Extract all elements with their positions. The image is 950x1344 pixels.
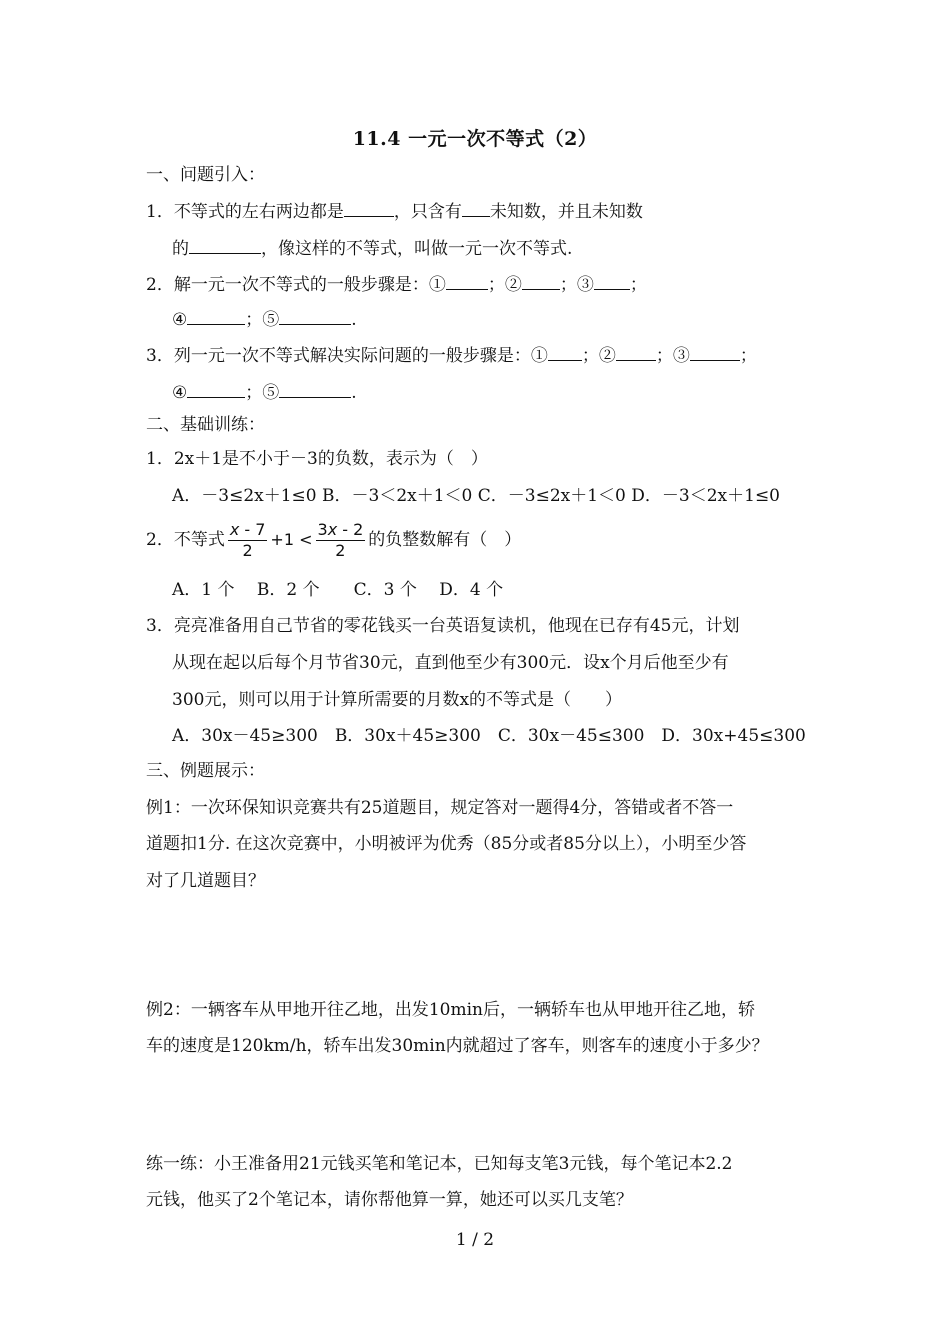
question-2-1-options: A．－3≤2x＋1≤0 B．－3＜2x＋1＜0 C．－3≤2x＋1＜0 D．－3＜2x＋1≤0 xyxy=(172,486,780,506)
question-2-3-line-1 xyxy=(146,614,739,638)
section-heading-3: 三、例题展示： xyxy=(146,761,265,781)
step-marker: ④ xyxy=(172,310,188,330)
answer-blank[interactable] xyxy=(344,198,394,217)
step-marker: ； xyxy=(629,275,647,295)
numerator-text: - 2 xyxy=(337,520,364,539)
step-marker: ；② xyxy=(487,275,522,295)
question-2-2-options: A．1 个 B．2 个 C．3 个 D．4 个 xyxy=(172,580,504,600)
question-1-1-line-2 xyxy=(172,235,572,261)
example-1-line-2: 道题扣1分. 在这次竞赛中，小明被评为优秀（85分或者85分以上），小明至少答 xyxy=(146,834,747,854)
step-marker: ；③ xyxy=(559,275,594,295)
answer-blank[interactable] xyxy=(446,271,488,290)
question-text: 不等式的左右两边都是 xyxy=(173,202,344,222)
question-1-3-line-2 xyxy=(172,379,357,405)
example-1-line-1: 例1：一次环保知识竞赛共有25道题目，规定答对一题得4分，答错或者不答一 xyxy=(146,798,734,818)
question-2-3-line-2: 从现在起以后每个月节省30元，直到他至少有300元．设x个月后他至少有 xyxy=(172,653,729,673)
question-1-1-line-1 xyxy=(146,198,643,224)
answer-blank[interactable] xyxy=(548,342,582,361)
question-text: 2x＋1是不小于－3的负数，表示为（ ） xyxy=(173,449,488,469)
answer-blank[interactable] xyxy=(522,271,560,290)
step-marker: . xyxy=(351,383,357,403)
example-2-line-2: 车的速度是120km/h，轿车出发30min内就超过了客车，则客车的速度小于多少？ xyxy=(146,1036,769,1056)
question-text: 解一元一次不等式的一般步骤是： xyxy=(173,275,429,295)
question-2-2 xyxy=(146,520,521,561)
denominator: 2 xyxy=(335,541,346,560)
question-number: 1． xyxy=(146,449,174,469)
denominator: 2 xyxy=(242,541,253,560)
numerator-text: - 7 xyxy=(239,520,266,539)
math-operator: +1 < xyxy=(270,530,313,549)
practice-line-2: 元钱，他买了2个笔记本，请你帮他算一算，她还可以买几支笔？ xyxy=(146,1190,633,1210)
answer-blank[interactable] xyxy=(187,379,245,398)
question-text: 亮亮准备用自己节省的零花钱买一台英语复读机，他现在已存有45元，计划 xyxy=(173,616,740,636)
answer-blank[interactable] xyxy=(690,342,740,361)
answer-blank[interactable] xyxy=(616,342,656,361)
step-marker: ；② xyxy=(581,346,616,366)
fraction-1 xyxy=(228,520,268,561)
question-text: ，只含有 xyxy=(393,202,462,222)
section-heading-1: 一、问题引入： xyxy=(146,165,265,185)
page-number: 1 / 2 xyxy=(455,1230,495,1250)
coefficient: 3 xyxy=(317,520,328,539)
question-number: 3． xyxy=(146,616,174,636)
step-marker: ④ xyxy=(172,383,188,403)
step-marker: ；⑤ xyxy=(245,383,280,403)
step-marker: ；③ xyxy=(655,346,690,366)
question-number: 2． xyxy=(146,530,174,550)
question-2-3-line-3: 300元，则可以用于计算所需要的月数x的不等式是（ ） xyxy=(172,690,623,710)
answer-blank[interactable] xyxy=(279,379,351,398)
page-title: 11.4 一元一次不等式（2） xyxy=(352,128,598,150)
answer-blank[interactable] xyxy=(594,271,630,290)
question-number: 3． xyxy=(146,346,174,366)
step-marker: ；⑤ xyxy=(245,310,280,330)
answer-blank[interactable] xyxy=(462,198,490,217)
question-2-3-options: A．30x－45≥300 B．30x＋45≥300 C．30x－45≤300 D．30x+45≤300 xyxy=(172,726,806,746)
question-text: 的 xyxy=(172,239,189,259)
question-1-2-line-1 xyxy=(146,271,647,297)
step-marker: ① xyxy=(530,346,548,366)
practice-line-1: 练一练：小王准备用21元钱买笔和笔记本，已知每支笔3元钱，每个笔记本2.2 xyxy=(146,1154,733,1174)
variable: x xyxy=(229,520,240,539)
answer-blank[interactable] xyxy=(189,235,261,254)
section-heading-2: 二、基础训练： xyxy=(146,415,265,435)
question-text: 列一元一次不等式解决实际问题的一般步骤是： xyxy=(173,346,531,366)
step-marker: ； xyxy=(739,346,757,366)
step-marker: ① xyxy=(428,275,446,295)
question-text: 未知数，并且未知数 xyxy=(489,202,643,222)
question-number: 2． xyxy=(146,275,174,295)
question-text: ，像这样的不等式，叫做一元一次不等式. xyxy=(261,239,573,259)
question-number: 1． xyxy=(146,202,174,222)
example-1-line-3: 对了几道题目？ xyxy=(146,871,265,891)
question-1-3-line-1 xyxy=(146,342,757,368)
example-2-line-1: 例2：一辆客车从甲地开往乙地，出发10min后，一辆轿车也从甲地开往乙地，轿 xyxy=(146,1000,755,1020)
question-text: 的负整数解有（ ） xyxy=(368,530,522,550)
question-2-1 xyxy=(146,447,488,471)
variable: x xyxy=(327,520,338,539)
answer-blank[interactable] xyxy=(279,306,351,325)
question-1-2-line-2 xyxy=(172,306,357,332)
answer-blank[interactable] xyxy=(187,306,245,325)
fraction-2 xyxy=(316,520,366,561)
question-text: 不等式 xyxy=(173,530,225,550)
step-marker: . xyxy=(351,310,357,330)
